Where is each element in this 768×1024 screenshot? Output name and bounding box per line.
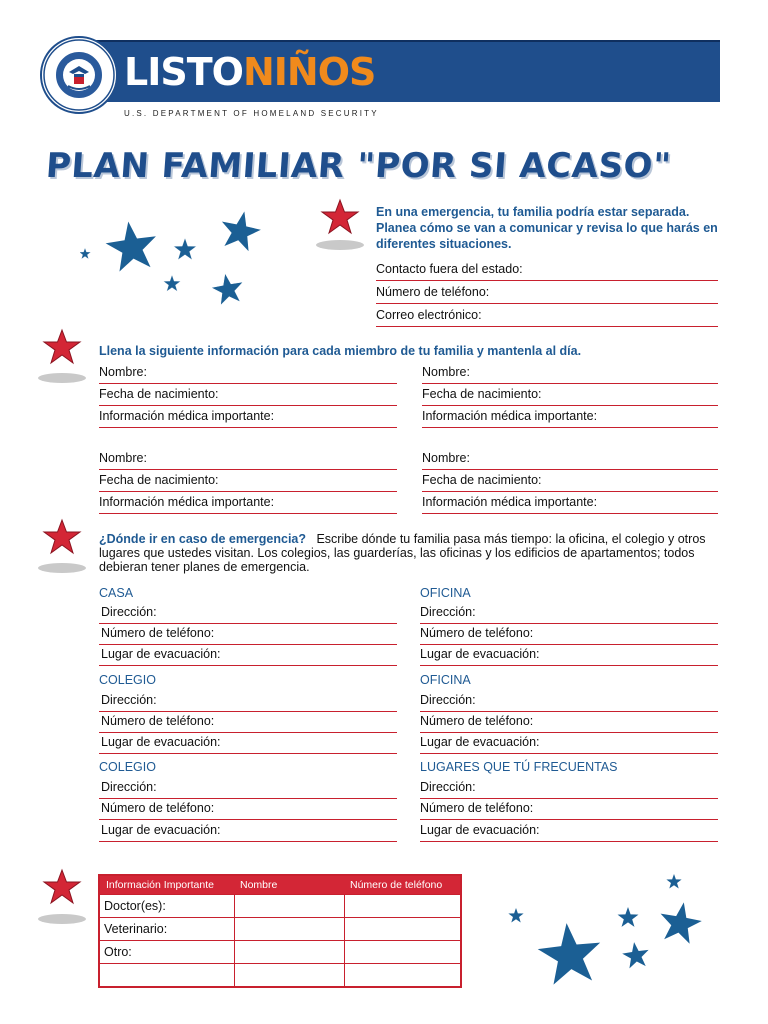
star-shadow <box>38 914 86 924</box>
place-phone-field[interactable]: Número de teléfono: <box>99 712 397 733</box>
place-title-casa: CASA <box>99 586 134 600</box>
page-title: PLAN FAMILIAR "POR SI ACASO" <box>44 146 673 186</box>
dhs-seal-logo <box>40 36 118 114</box>
name-cell[interactable] <box>234 895 344 918</box>
member-birthdate-field[interactable]: Fecha de nacimiento: <box>422 385 718 406</box>
evacuation-place-field[interactable]: Lugar de evacuación: <box>420 821 718 842</box>
place-phone-field[interactable]: Número de teléfono: <box>420 712 718 733</box>
table-row <box>99 918 461 941</box>
phone-cell[interactable] <box>344 964 461 988</box>
member-name-field[interactable]: Nombre: <box>99 449 397 470</box>
table-header: Nombre <box>234 875 344 895</box>
table-header: Información Importante <box>99 875 234 895</box>
evacuation-place-field[interactable]: Lugar de evacuación: <box>99 821 397 842</box>
member-medical-field[interactable]: Información médica importante: <box>99 407 397 428</box>
phone-cell[interactable] <box>344 941 461 964</box>
table-header: Número de teléfono <box>344 875 461 895</box>
agency-name: U.S. DEPARTMENT OF HOMELAND SECURITY <box>124 109 379 118</box>
red-star-icon <box>318 196 362 240</box>
table-row <box>99 895 461 918</box>
place-title-oficina: OFICINA <box>420 673 471 687</box>
member-medical-field[interactable]: Información médica importante: <box>422 407 718 428</box>
evacuation-place-field[interactable]: Lugar de evacuación: <box>420 733 718 754</box>
name-cell[interactable] <box>234 941 344 964</box>
table-row-label: Otro: <box>99 941 234 964</box>
member-birthdate-field[interactable]: Fecha de nacimiento: <box>99 385 397 406</box>
place-phone-field[interactable]: Número de teléfono: <box>99 799 397 820</box>
star-shadow <box>38 563 86 573</box>
member-name-field[interactable]: Nombre: <box>99 363 397 384</box>
address-field[interactable]: Dirección: <box>99 603 397 624</box>
family-heading: Llena la siguiente información para cada miembro de tu familia y mantenla al día. <box>99 344 582 358</box>
place-phone-field[interactable]: Número de teléfono: <box>420 799 718 820</box>
place-phone-field[interactable]: Número de teléfono: <box>99 624 397 645</box>
table-row <box>99 964 461 988</box>
star-cluster-icon <box>500 868 720 1008</box>
star-shadow <box>38 373 86 383</box>
member-name-field[interactable]: Nombre: <box>422 449 718 470</box>
emergency-paragraph: ¿Dónde ir en caso de emergencia? Escribe dónde tu familia pasa más tiempo: la oficina, el colegio y otros lugares que ustedes visitan. Los colegios, las guarderías, las oficinas y los edificios de apartamentos; todos debieran tener planes de emergencia. <box>99 532 706 574</box>
star-cluster-icon <box>80 200 280 310</box>
phone-number-field[interactable]: Número de teléfono: <box>376 283 718 304</box>
address-field[interactable]: Dirección: <box>99 691 397 712</box>
email-field[interactable]: Correo electrónico: <box>376 306 718 327</box>
out-of-state-contact-field[interactable]: Contacto fuera del estado: <box>376 260 718 281</box>
listo-ninos-logo: LISTONIÑOS <box>124 50 376 94</box>
phone-cell[interactable] <box>344 895 461 918</box>
star-shadow <box>316 240 364 250</box>
member-birthdate-field[interactable]: Fecha de nacimiento: <box>422 471 718 492</box>
member-medical-field[interactable]: Información médica importante: <box>99 493 397 514</box>
table-header-row <box>99 875 461 895</box>
member-medical-field[interactable]: Información médica importante: <box>422 493 718 514</box>
address-field[interactable]: Dirección: <box>99 778 397 799</box>
address-field[interactable]: Dirección: <box>420 603 718 624</box>
member-birthdate-field[interactable]: Fecha de nacimiento: <box>99 471 397 492</box>
red-star-icon <box>40 326 84 370</box>
evacuation-place-field[interactable]: Lugar de evacuación: <box>420 645 718 666</box>
phone-cell[interactable] <box>344 918 461 941</box>
member-name-field[interactable]: Nombre: <box>422 363 718 384</box>
address-field[interactable]: Dirección: <box>420 778 718 799</box>
evacuation-place-field[interactable]: Lugar de evacuación: <box>99 645 397 666</box>
table-row <box>99 941 461 964</box>
evacuation-place-field[interactable]: Lugar de evacuación: <box>99 733 397 754</box>
address-field[interactable]: Dirección: <box>420 691 718 712</box>
place-title-oficina: OFICINA <box>420 586 471 600</box>
name-cell[interactable] <box>234 918 344 941</box>
place-title-colegio: COLEGIO <box>99 673 156 687</box>
name-cell[interactable] <box>234 964 344 988</box>
table-row-label <box>99 964 234 988</box>
red-star-icon <box>40 866 84 910</box>
place-title-colegio: COLEGIO <box>99 760 156 774</box>
intro-text: En una emergencia, tu familia podría estar separada. Planea cómo se van a comunicar y revisa lo que harás en diferentes situaciones. <box>376 205 718 251</box>
table-row-label: Doctor(es): <box>99 895 234 918</box>
place-title-lugares: LUGARES QUE TÚ FRECUENTAS <box>420 760 618 774</box>
important-info-table <box>98 874 462 988</box>
place-phone-field[interactable]: Número de teléfono: <box>420 624 718 645</box>
red-star-icon <box>40 516 84 560</box>
table-row-label: Veterinario: <box>99 918 234 941</box>
